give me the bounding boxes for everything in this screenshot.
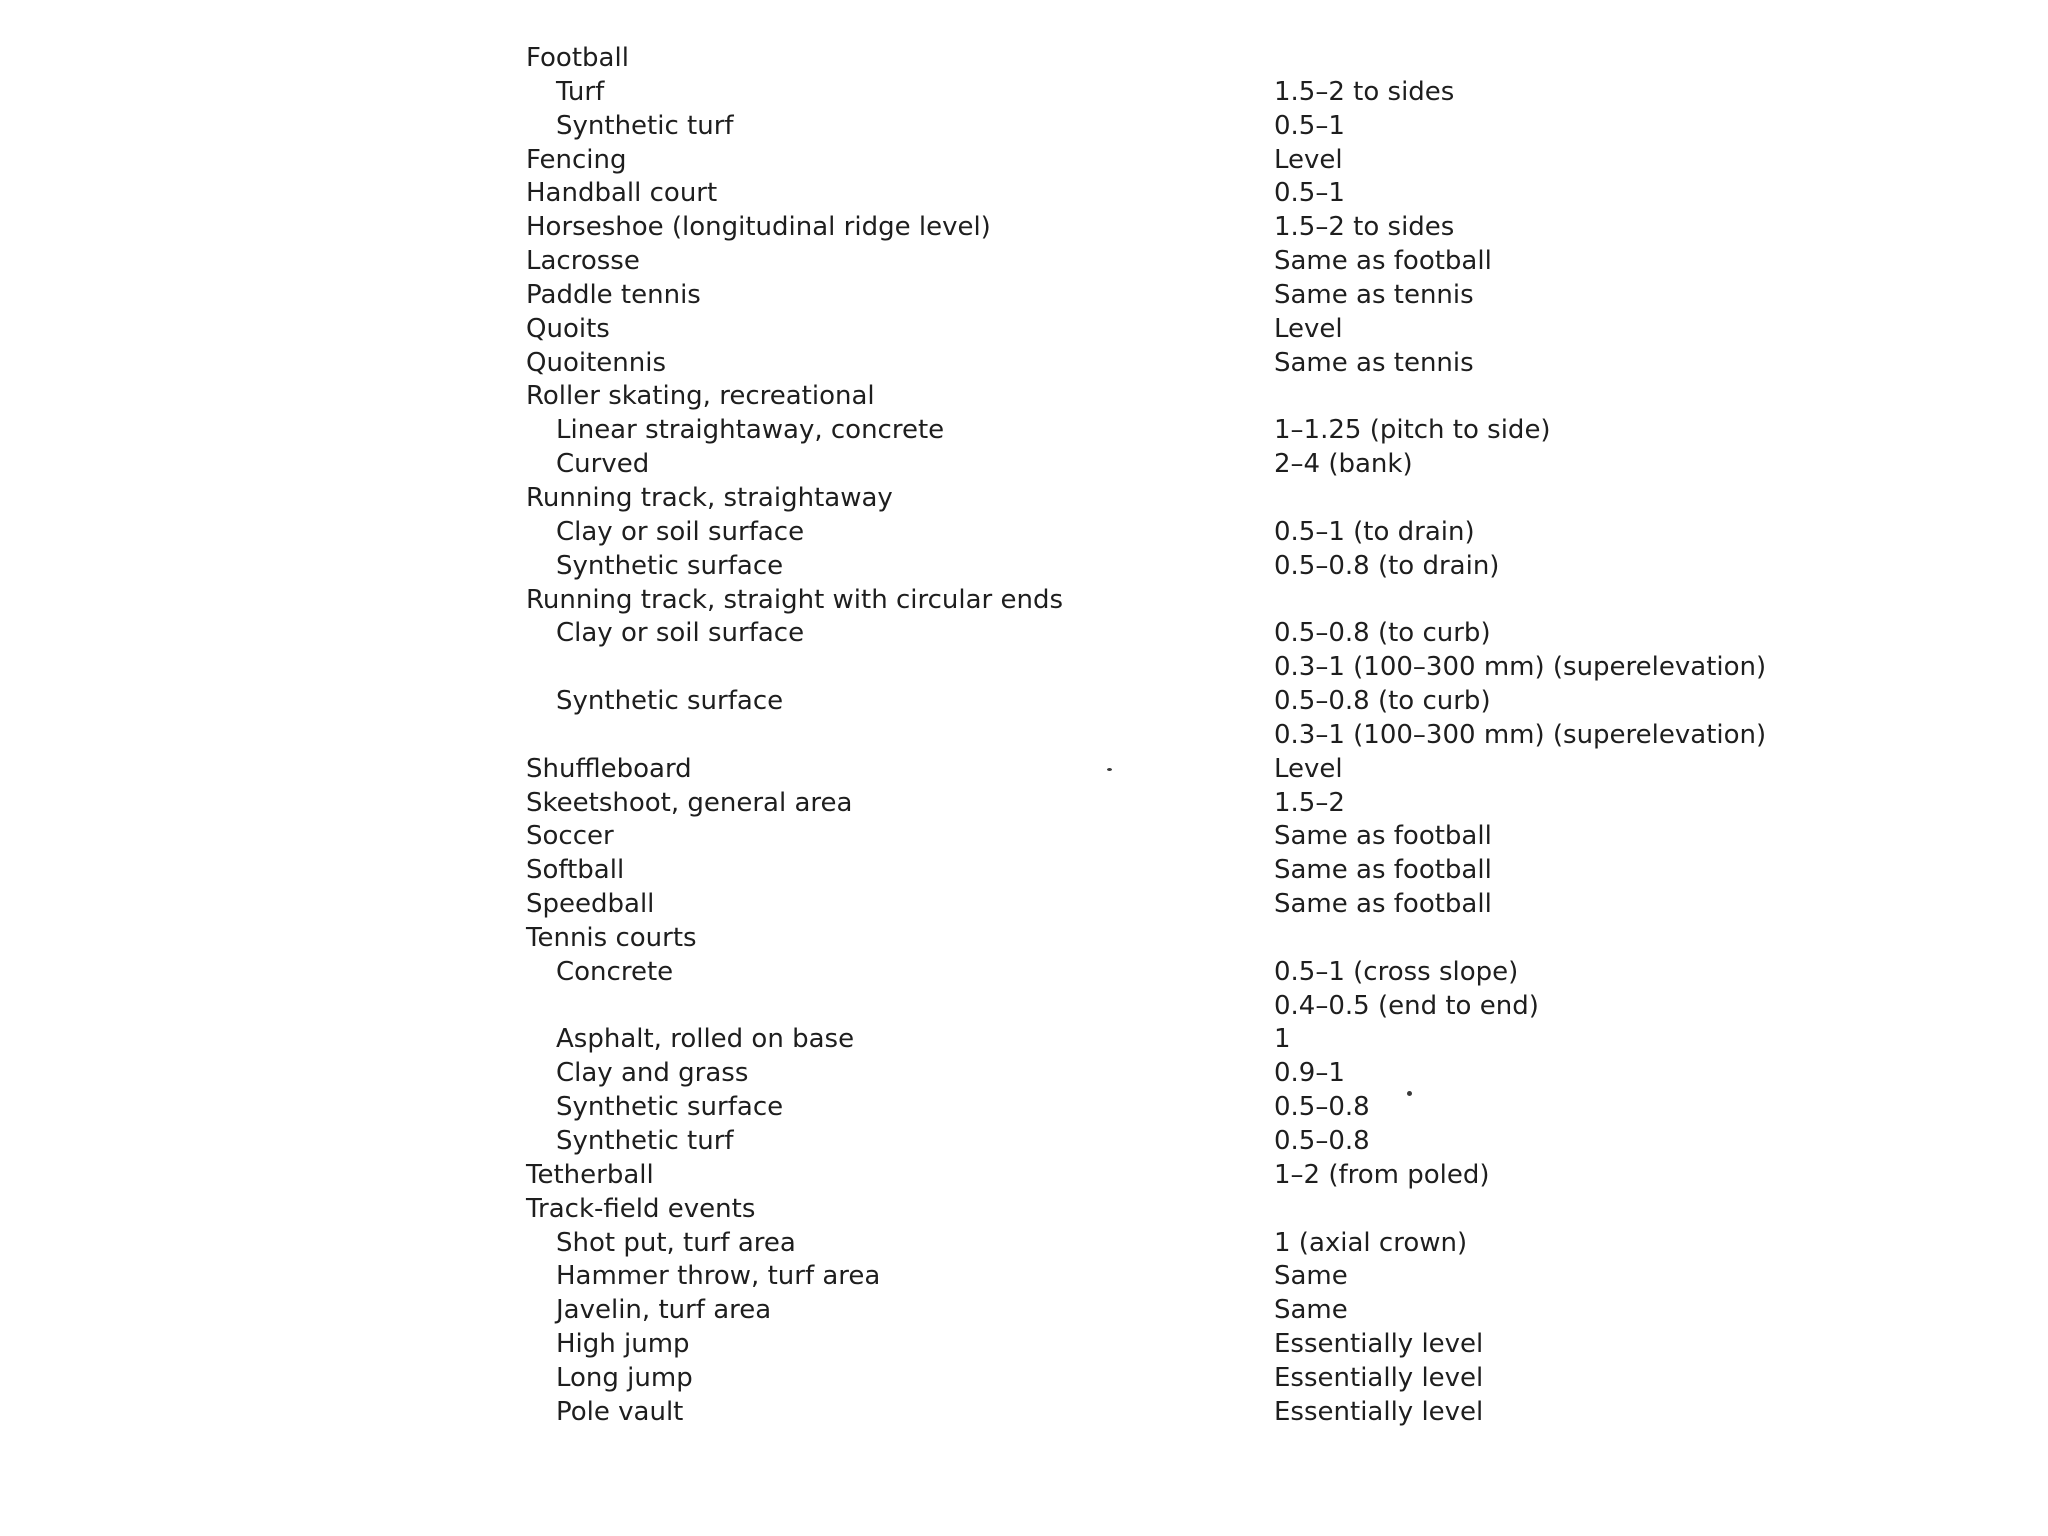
slope-value: 0.5–0.8 <box>1274 1126 1370 1156</box>
table-row <box>526 448 1766 482</box>
slope-value: 1 (axial crown) <box>1274 1227 1468 1258</box>
facility-label: Paddle tennis <box>526 279 701 310</box>
facility-label: Shot put, turf area <box>556 1227 796 1258</box>
table-row <box>526 482 1766 516</box>
slope-value: 0.5–0.8 (to curb) <box>1274 618 1491 649</box>
table-row <box>526 1396 1766 1430</box>
facility-label: Shuffleboard <box>526 753 692 784</box>
facility-label: Skeetshoot, general area <box>526 787 853 818</box>
slope-value: 2–4 (bank) <box>1274 449 1413 480</box>
table-row <box>526 110 1766 144</box>
table-row <box>526 1328 1766 1362</box>
slope-value: Same as tennis <box>1274 279 1474 310</box>
facility-label: Quoits <box>526 313 610 344</box>
table-row <box>526 211 1766 245</box>
table-row <box>526 956 1766 990</box>
table-row <box>526 787 1766 821</box>
slope-value: Same <box>1274 1295 1348 1326</box>
facility-label: Synthetic surface <box>556 1092 784 1123</box>
scan-speck <box>1107 768 1112 771</box>
slope-value: Same as tennis <box>1274 347 1474 378</box>
slope-value: Same as football <box>1274 855 1492 886</box>
slope-value: Same as football <box>1274 821 1492 852</box>
slope-value: 1 <box>1274 1024 1291 1055</box>
table-row <box>526 820 1766 854</box>
table-row <box>526 651 1766 685</box>
table-row <box>526 1294 1766 1328</box>
facility-label: Curved <box>556 449 650 480</box>
slope-value: 0.5–1 <box>1274 178 1345 209</box>
table-row <box>526 1125 1766 1159</box>
slope-value: 0.3–1 (100–300 mm) (superelevation) <box>1274 652 1767 683</box>
slope-value: 1–1.25 (pitch to side) <box>1274 415 1551 446</box>
slope-value: 0.3–1 (100–300 mm) (superelevation) <box>1274 719 1767 750</box>
scan-speck <box>1407 1091 1412 1096</box>
facility-label: Pole vault <box>556 1396 684 1427</box>
facility-label: Soccer <box>526 821 614 852</box>
table-row <box>526 753 1766 787</box>
facility-label: Lacrosse <box>526 246 640 277</box>
facility-label: Javelin, turf area <box>556 1295 772 1326</box>
facility-label: Roller skating, recreational <box>526 381 875 412</box>
facility-label: Running track, straightaway <box>526 482 893 513</box>
slope-value: 0.4–0.5 (end to end) <box>1274 990 1539 1021</box>
slope-value: 1.5–2 to sides <box>1274 212 1455 243</box>
table-row <box>526 550 1766 584</box>
facility-label: Clay or soil surface <box>556 618 805 649</box>
table-row <box>526 1023 1766 1057</box>
facility-label: Synthetic turf <box>556 1126 734 1156</box>
facility-label: Clay or soil surface <box>556 516 805 547</box>
slope-value: 0.5–0.8 <box>1274 1092 1370 1123</box>
slope-value: Level <box>1274 753 1343 784</box>
table-row <box>526 719 1766 753</box>
facility-label: Fencing <box>526 144 627 175</box>
slope-value: Essentially level <box>1274 1362 1484 1393</box>
slope-value: 0.5–1 (cross slope) <box>1274 956 1519 987</box>
table-row <box>526 1159 1766 1193</box>
facility-label: Tennis courts <box>526 922 697 953</box>
table-row <box>526 584 1766 618</box>
slope-value: 0.5–1 <box>1274 110 1345 141</box>
facility-label: Synthetic surface <box>556 550 784 581</box>
facility-label: Linear straightaway, concrete <box>556 415 945 446</box>
slope-value: Level <box>1274 144 1343 175</box>
table-row <box>526 617 1766 651</box>
facility-label: Concrete <box>556 956 674 987</box>
table-row <box>526 1091 1766 1125</box>
facility-label: Running track, straight with circular ends <box>526 584 1063 615</box>
table-row <box>526 380 1766 414</box>
facility-label: Quoitennis <box>526 347 666 378</box>
slope-value: 0.5–1 (to drain) <box>1274 516 1475 547</box>
slope-value: Essentially level <box>1274 1329 1484 1360</box>
table-row <box>526 347 1766 381</box>
slope-value: 0.9–1 <box>1274 1058 1345 1089</box>
table-row <box>526 1193 1766 1227</box>
slope-value: Same <box>1274 1261 1348 1292</box>
facility-label: Synthetic turf <box>556 110 734 141</box>
table-row <box>526 279 1766 313</box>
slope-value: 0.5–0.8 (to curb) <box>1274 686 1491 717</box>
surface-slope-table <box>526 42 1766 1430</box>
slope-value: 0.5–0.8 (to drain) <box>1274 550 1500 581</box>
slope-value: Same as football <box>1274 889 1492 920</box>
table-row <box>526 414 1766 448</box>
table-row <box>526 76 1766 110</box>
table-row <box>526 1057 1766 1091</box>
table-row <box>526 245 1766 279</box>
table-row <box>526 144 1766 178</box>
table-row <box>526 990 1766 1024</box>
facility-label: Tetherball <box>526 1159 654 1190</box>
table-row <box>526 854 1766 888</box>
slope-value: 1.5–2 to sides <box>1274 76 1455 107</box>
facility-label: Handball court <box>526 178 718 209</box>
table-row <box>526 1260 1766 1294</box>
table-row <box>526 516 1766 550</box>
facility-label: Football <box>526 43 629 73</box>
slope-value: 1.5–2 <box>1274 787 1345 818</box>
facility-label: Long jump <box>556 1362 693 1393</box>
table-row <box>526 313 1766 347</box>
facility-label: Softball <box>526 855 625 886</box>
table-row <box>526 1227 1766 1261</box>
facility-label: Speedball <box>526 889 655 920</box>
table-row <box>526 42 1766 76</box>
facility-label: Track-field events <box>526 1193 756 1224</box>
facility-label: Hammer throw, turf area <box>556 1261 881 1292</box>
facility-label: Clay and grass <box>556 1058 749 1089</box>
table-row <box>526 1362 1766 1396</box>
facility-label: High jump <box>556 1329 690 1360</box>
slope-value: Same as football <box>1274 246 1492 277</box>
slope-value: Level <box>1274 313 1343 344</box>
slope-value: 1–2 (from poled) <box>1274 1159 1490 1190</box>
facility-label: Asphalt, rolled on base <box>556 1024 855 1055</box>
table-row <box>526 888 1766 922</box>
slope-value: Essentially level <box>1274 1396 1484 1427</box>
table-row <box>526 177 1766 211</box>
facility-label: Turf <box>556 76 605 107</box>
facility-label: Horseshoe (longitudinal ridge level) <box>526 212 991 243</box>
table-row <box>526 685 1766 719</box>
table-row <box>526 922 1766 956</box>
facility-label: Synthetic surface <box>556 686 784 717</box>
